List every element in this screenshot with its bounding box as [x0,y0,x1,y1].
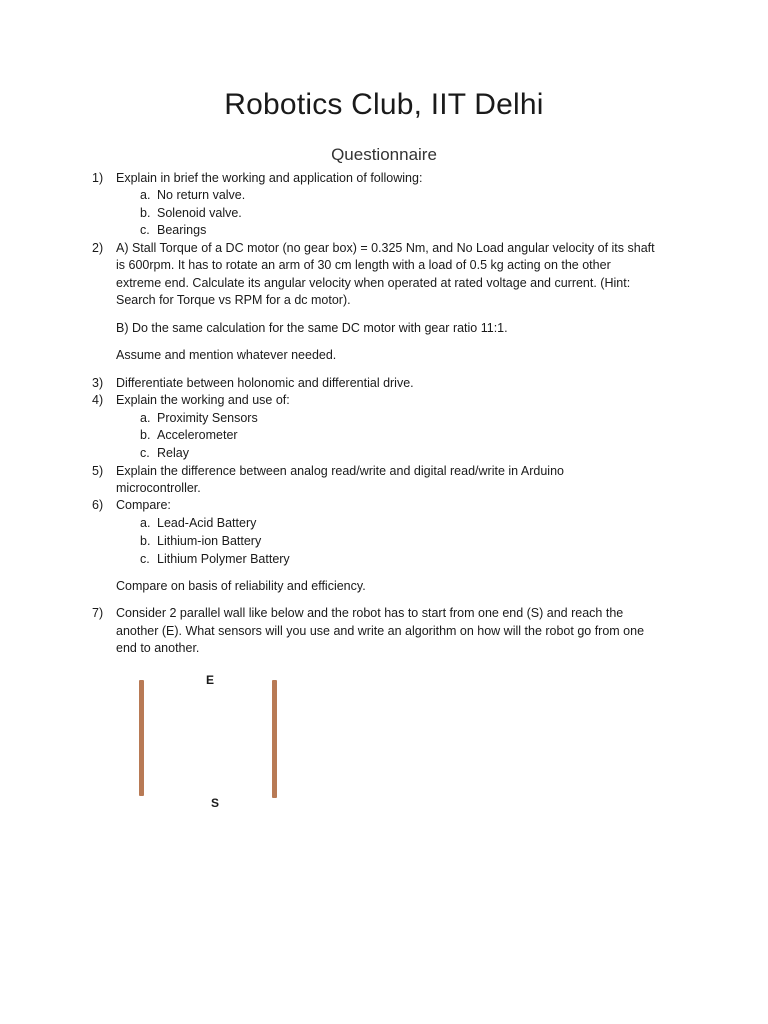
question-2-line-1: A) Stall Torque of a DC motor (no gear box) = 0.325 Nm, and No Load angular velocity of its shaft [116,241,655,255]
question-6-text: Compare: [116,498,171,512]
question-1-item-c-letter: c. [140,223,150,237]
question-1-number: 1) [92,171,104,185]
question-6-item-c: Lithium Polymer Battery [157,552,290,566]
question-2-line-4: Search for Torque vs RPM for a dc motor). [116,293,351,307]
question-4-item-c-letter: c. [140,446,150,460]
question-3-number: 3) [92,376,104,390]
question-6-number: 6) [92,498,104,512]
question-6-item-b: Lithium-ion Battery [157,534,262,548]
question-4-text: Explain the working and use of: [116,393,290,407]
question-6-item-c-letter: c. [140,552,150,566]
question-7-line-1: Consider 2 parallel wall like below and the robot has to start from one end (S) and reach the [116,606,624,620]
question-1-item-b: Solenoid valve. [157,206,242,220]
question-6-item-a-letter: a. [140,516,151,530]
question-5-number: 5) [92,464,104,478]
question-3-text: Differentiate between holonomic and differential drive. [116,376,414,390]
question-2-part-b: B) Do the same calculation for the same DC motor with gear ratio 11:1. [116,321,508,335]
page-title: Robotics Club, IIT Delhi [224,88,544,121]
question-1-item-a-letter: a. [140,188,151,202]
question-1-item-a: No return valve. [157,188,246,202]
question-1-text: Explain in brief the working and application of following: [116,171,423,185]
question-7-line-3: end to another. [116,641,200,655]
end-marker-label: E [206,673,215,687]
question-6-item-a: Lead-Acid Battery [157,516,257,530]
question-5-line-1: Explain the difference between analog read/write and digital read/write in Arduino [116,464,564,478]
question-2-line-2: is 600rpm. It has to rotate an arm of 30 cm length with a load of 0.5 kg acting on the other [116,258,611,272]
start-marker-label: S [211,796,220,810]
question-4-number: 4) [92,393,104,407]
question-1-item-c: Bearings [157,223,207,237]
question-7-line-2: another (E). What sensors will you use and write an algorithm on how will the robot go from one [116,624,645,638]
question-4-item-a-letter: a. [140,411,151,425]
question-4-item-b: Accelerometer [157,428,238,442]
question-6-item-b-letter: b. [140,534,151,548]
question-6-note: Compare on basis of reliability and efficiency. [116,579,366,593]
question-2-number: 2) [92,241,104,255]
question-4-item-a: Proximity Sensors [157,411,258,425]
question-4-item-c: Relay [157,446,189,460]
question-4-item-b-letter: b. [140,428,151,442]
right-wall [272,680,277,798]
question-5-line-2: microcontroller. [116,481,201,495]
question-2-assumption: Assume and mention whatever needed. [116,348,337,362]
question-2-line-3: extreme end. Calculate its angular velocity when operated at rated voltage and current. (Hint: [116,276,631,290]
left-wall [139,680,144,796]
page-subtitle: Questionnaire [331,145,437,164]
question-7-number: 7) [92,606,104,620]
question-1-item-b-letter: b. [140,206,151,220]
